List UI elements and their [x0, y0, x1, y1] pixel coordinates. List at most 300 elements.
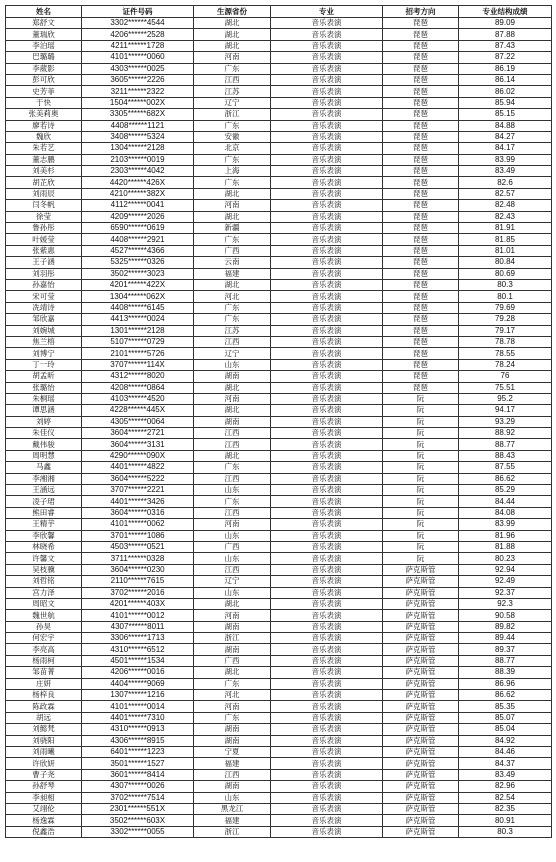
name-cell: 李欣馨 — [6, 530, 82, 541]
score-cell: 86.02 — [459, 86, 552, 97]
name-cell: 凌子珺 — [6, 496, 82, 507]
id-number-cell: 4307******8011 — [82, 621, 194, 632]
table-row — [6, 393, 552, 404]
id-number-cell: 4206******2528 — [82, 29, 194, 40]
score-cell: 89.37 — [459, 644, 552, 655]
province-cell: 河北 — [194, 291, 271, 302]
score-cell: 81.88 — [459, 541, 552, 552]
direction-cell: 阮 — [383, 450, 459, 461]
name-cell: 刘懿梵 — [6, 724, 82, 735]
id-number-cell: 3604******2721 — [82, 428, 194, 439]
id-number-cell: 4408******6145 — [82, 302, 194, 313]
table-row — [6, 541, 552, 552]
direction-cell: 琵琶 — [383, 325, 459, 336]
id-number-cell: 4211******1728 — [82, 40, 194, 51]
major-cell: 音乐表演 — [271, 120, 383, 131]
major-cell: 音乐表演 — [271, 74, 383, 85]
major-cell: 音乐表演 — [271, 188, 383, 199]
province-cell: 湖北 — [194, 211, 271, 222]
direction-cell: 琵琶 — [383, 120, 459, 131]
score-cell: 82.48 — [459, 200, 552, 211]
name-cell: 焦兰榕 — [6, 336, 82, 347]
score-cell: 87.43 — [459, 40, 552, 51]
id-number-cell: 4413******0024 — [82, 314, 194, 325]
direction-cell: 萨克斯管 — [383, 576, 459, 587]
table-row — [6, 450, 552, 461]
id-number-cell: 4401******7310 — [82, 712, 194, 723]
score-cell: 92.94 — [459, 564, 552, 575]
name-cell: 周昭文 — [6, 598, 82, 609]
table-row — [6, 598, 552, 609]
direction-cell: 萨克斯管 — [383, 769, 459, 780]
table-row — [6, 74, 552, 85]
name-cell: 李泊瑶 — [6, 40, 82, 51]
major-cell: 音乐表演 — [271, 371, 383, 382]
province-cell: 上海 — [194, 166, 271, 177]
score-cell: 84.27 — [459, 131, 552, 142]
score-cell: 92.3 — [459, 598, 552, 609]
id-number-cell: 3702******7514 — [82, 792, 194, 803]
table-row — [6, 291, 552, 302]
name-cell: 朱桐瑶 — [6, 393, 82, 404]
major-cell: 音乐表演 — [271, 405, 383, 416]
name-cell: 陈政霖 — [6, 701, 82, 712]
name-cell: 叶媛莹 — [6, 234, 82, 245]
province-cell: 江西 — [194, 428, 271, 439]
direction-cell: 萨克斯管 — [383, 644, 459, 655]
name-cell: 胡孟昕 — [6, 371, 82, 382]
table-row — [6, 701, 552, 712]
score-cell: 82.96 — [459, 781, 552, 792]
direction-cell: 琵琶 — [383, 188, 459, 199]
direction-cell: 萨克斯管 — [383, 792, 459, 803]
id-number-cell: 4306******8915 — [82, 735, 194, 746]
id-number-cell: 4303******0025 — [82, 63, 194, 74]
direction-cell: 琵琶 — [383, 18, 459, 29]
province-cell: 河南 — [194, 519, 271, 530]
id-number-cell: 3306******1713 — [82, 633, 194, 644]
table-row — [6, 63, 552, 74]
major-cell: 音乐表演 — [271, 200, 383, 211]
table-row — [6, 131, 552, 142]
table-row — [6, 564, 552, 575]
direction-cell: 琵琶 — [383, 86, 459, 97]
score-cell: 89.09 — [459, 18, 552, 29]
table-row — [6, 781, 552, 792]
province-cell: 江西 — [194, 74, 271, 85]
table-row — [6, 826, 552, 837]
major-cell: 音乐表演 — [271, 530, 383, 541]
province-cell: 江西 — [194, 439, 271, 450]
header-direction: 招考方向 — [383, 6, 459, 18]
province-cell: 广东 — [194, 712, 271, 723]
score-cell: 89.44 — [459, 633, 552, 644]
direction-cell: 琵琶 — [383, 40, 459, 51]
name-cell: 朱佳仪 — [6, 428, 82, 439]
name-cell: 刘哲铭 — [6, 576, 82, 587]
score-cell: 85.35 — [459, 701, 552, 712]
score-cell: 80.69 — [459, 268, 552, 279]
direction-cell: 萨克斯管 — [383, 826, 459, 837]
table-row — [6, 52, 552, 63]
score-cell: 88.92 — [459, 428, 552, 439]
table-row — [6, 416, 552, 427]
id-number-cell: 1307******1216 — [82, 690, 194, 701]
major-cell: 音乐表演 — [271, 485, 383, 496]
name-cell: 艾翊伦 — [6, 803, 82, 814]
table-row — [6, 792, 552, 803]
major-cell: 音乐表演 — [271, 496, 383, 507]
province-cell: 安徽 — [194, 131, 271, 142]
province-cell: 山东 — [194, 792, 271, 803]
province-cell: 河南 — [194, 52, 271, 63]
major-cell: 音乐表演 — [271, 97, 383, 108]
direction-cell: 琵琶 — [383, 131, 459, 142]
name-cell: 孙昊 — [6, 621, 82, 632]
direction-cell: 阮 — [383, 519, 459, 530]
name-cell: 巴璐璐 — [6, 52, 82, 63]
score-cell: 84.17 — [459, 143, 552, 154]
score-cell: 79.17 — [459, 325, 552, 336]
province-cell: 新疆 — [194, 223, 271, 234]
name-cell: 林晓希 — [6, 541, 82, 552]
table-row — [6, 97, 552, 108]
score-cell: 81.96 — [459, 530, 552, 541]
score-cell: 87.22 — [459, 52, 552, 63]
name-cell: 闫冬帆 — [6, 200, 82, 211]
province-cell: 湖北 — [194, 667, 271, 678]
major-cell: 音乐表演 — [271, 336, 383, 347]
table-row — [6, 29, 552, 40]
id-number-cell: 3702******2016 — [82, 587, 194, 598]
province-cell: 湖北 — [194, 188, 271, 199]
score-cell: 88.77 — [459, 439, 552, 450]
id-number-cell: 3502******3023 — [82, 268, 194, 279]
score-cell: 80.91 — [459, 815, 552, 826]
id-number-cell: 3305******682X — [82, 109, 194, 120]
direction-cell: 琵琶 — [383, 74, 459, 85]
id-number-cell: 4101******0014 — [82, 701, 194, 712]
direction-cell: 琵琶 — [383, 336, 459, 347]
major-cell: 音乐表演 — [271, 564, 383, 575]
major-cell: 音乐表演 — [271, 712, 383, 723]
province-cell: 湖南 — [194, 724, 271, 735]
score-cell: 81.01 — [459, 245, 552, 256]
direction-cell: 阮 — [383, 462, 459, 473]
id-number-cell: 4404******9069 — [82, 678, 194, 689]
table-row — [6, 18, 552, 29]
id-number-cell: 4408******1121 — [82, 120, 194, 131]
province-cell: 湖北 — [194, 279, 271, 290]
major-cell: 音乐表演 — [271, 302, 383, 313]
name-cell: 张美莉奥 — [6, 109, 82, 120]
major-cell: 音乐表演 — [271, 131, 383, 142]
table-row — [6, 188, 552, 199]
major-cell: 音乐表演 — [271, 257, 383, 268]
table-row — [6, 815, 552, 826]
province-cell: 浙江 — [194, 109, 271, 120]
direction-cell: 萨克斯管 — [383, 678, 459, 689]
province-cell: 宁夏 — [194, 747, 271, 758]
score-cell: 83.49 — [459, 769, 552, 780]
header-name: 姓名 — [6, 6, 82, 18]
major-cell: 音乐表演 — [271, 667, 383, 678]
name-cell: 倪鑫浩 — [6, 826, 82, 837]
major-cell: 音乐表演 — [271, 348, 383, 359]
direction-cell: 阮 — [383, 439, 459, 450]
direction-cell: 琵琶 — [383, 223, 459, 234]
direction-cell: 琵琶 — [383, 63, 459, 74]
direction-cell: 琵琶 — [383, 166, 459, 177]
major-cell: 音乐表演 — [271, 507, 383, 518]
table-row — [6, 382, 552, 393]
province-cell: 山东 — [194, 553, 271, 564]
table-row — [6, 758, 552, 769]
name-cell: 杨雨柯 — [6, 655, 82, 666]
direction-cell: 萨克斯管 — [383, 758, 459, 769]
id-number-cell: 5325******0326 — [82, 257, 194, 268]
table-row — [6, 86, 552, 97]
direction-cell: 阮 — [383, 507, 459, 518]
id-number-cell: 4206******0016 — [82, 667, 194, 678]
table-row — [6, 803, 552, 814]
score-cell: 82.6 — [459, 177, 552, 188]
major-cell: 音乐表演 — [271, 781, 383, 792]
score-cell: 85.29 — [459, 485, 552, 496]
major-cell: 音乐表演 — [271, 325, 383, 336]
major-cell: 音乐表演 — [271, 359, 383, 370]
id-number-cell: 4420******426X — [82, 177, 194, 188]
major-cell: 音乐表演 — [271, 541, 383, 552]
header-score: 专业结构成绩 — [459, 6, 552, 18]
name-cell: 刘婉城 — [6, 325, 82, 336]
province-cell: 辽宁 — [194, 348, 271, 359]
name-cell: 李亮高 — [6, 644, 82, 655]
score-cell: 86.96 — [459, 678, 552, 689]
name-cell: 邹欣嘉 — [6, 314, 82, 325]
score-cell: 87.88 — [459, 29, 552, 40]
name-cell: 胡芷欣 — [6, 177, 82, 188]
direction-cell: 琵琶 — [383, 29, 459, 40]
direction-cell: 萨克斯管 — [383, 633, 459, 644]
header-major: 专业 — [271, 6, 383, 18]
direction-cell: 琵琶 — [383, 234, 459, 245]
score-cell: 87.55 — [459, 462, 552, 473]
direction-cell: 琵琶 — [383, 348, 459, 359]
major-cell: 音乐表演 — [271, 166, 383, 177]
score-cell: 86.19 — [459, 63, 552, 74]
score-cell: 80.23 — [459, 553, 552, 564]
major-cell: 音乐表演 — [271, 758, 383, 769]
score-cell: 78.55 — [459, 348, 552, 359]
id-number-cell: 4503******0521 — [82, 541, 194, 552]
score-cell: 75.51 — [459, 382, 552, 393]
direction-cell: 琵琶 — [383, 314, 459, 325]
name-cell: 王子涵 — [6, 257, 82, 268]
province-cell: 广东 — [194, 120, 271, 131]
score-cell: 76 — [459, 371, 552, 382]
province-cell: 河南 — [194, 610, 271, 621]
id-number-cell: 4228******445X — [82, 405, 194, 416]
province-cell: 山东 — [194, 587, 271, 598]
province-cell: 湖南 — [194, 644, 271, 655]
name-cell: 冼靖诗 — [6, 302, 82, 313]
direction-cell: 萨克斯管 — [383, 724, 459, 735]
major-cell: 音乐表演 — [271, 314, 383, 325]
table-row — [6, 667, 552, 678]
direction-cell: 琵琶 — [383, 382, 459, 393]
table-row — [6, 40, 552, 51]
id-number-cell: 4310******0913 — [82, 724, 194, 735]
id-number-cell: 1301******2128 — [82, 325, 194, 336]
table-row — [6, 143, 552, 154]
table-row — [6, 519, 552, 530]
direction-cell: 萨克斯管 — [383, 621, 459, 632]
province-cell: 广东 — [194, 314, 271, 325]
id-number-cell: 1304******062X — [82, 291, 194, 302]
table-row — [6, 234, 552, 245]
table-row — [6, 109, 552, 120]
table-row — [6, 223, 552, 234]
direction-cell: 琵琶 — [383, 97, 459, 108]
id-number-cell: 3707******114X — [82, 359, 194, 370]
id-number-cell: 4401******3426 — [82, 496, 194, 507]
direction-cell: 阮 — [383, 416, 459, 427]
name-cell: 周明慧 — [6, 450, 82, 461]
name-cell: 刘博宁 — [6, 348, 82, 359]
direction-cell: 萨克斯管 — [383, 564, 459, 575]
id-number-cell: 4527******4366 — [82, 245, 194, 256]
major-cell: 音乐表演 — [271, 382, 383, 393]
province-cell: 江西 — [194, 507, 271, 518]
name-cell: 彭可欣 — [6, 74, 82, 85]
major-cell: 音乐表演 — [271, 52, 383, 63]
province-cell: 广东 — [194, 462, 271, 473]
id-number-cell: 3604******0230 — [82, 564, 194, 575]
province-cell: 广东 — [194, 496, 271, 507]
table-row — [6, 633, 552, 644]
id-number-cell: 3604******0316 — [82, 507, 194, 518]
score-cell: 84.37 — [459, 758, 552, 769]
province-cell: 湖北 — [194, 598, 271, 609]
id-number-cell: 3501******1527 — [82, 758, 194, 769]
province-cell: 河南 — [194, 200, 271, 211]
score-cell: 88.43 — [459, 450, 552, 461]
name-cell: 刘雨辰 — [6, 188, 82, 199]
name-cell: 许馨文 — [6, 553, 82, 564]
province-cell: 云南 — [194, 257, 271, 268]
id-number-cell: 1504******002X — [82, 97, 194, 108]
major-cell: 音乐表演 — [271, 234, 383, 245]
major-cell: 音乐表演 — [271, 553, 383, 564]
major-cell: 音乐表演 — [271, 86, 383, 97]
score-cell: 84.44 — [459, 496, 552, 507]
major-cell: 音乐表演 — [271, 690, 383, 701]
table-row — [6, 257, 552, 268]
header-province: 生源省份 — [194, 6, 271, 18]
name-cell: 刘雨曦 — [6, 747, 82, 758]
table-row — [6, 245, 552, 256]
major-cell: 音乐表演 — [271, 40, 383, 51]
major-cell: 音乐表演 — [271, 18, 383, 29]
major-cell: 音乐表演 — [271, 268, 383, 279]
province-cell: 福建 — [194, 268, 271, 279]
direction-cell: 琵琶 — [383, 245, 459, 256]
province-cell: 江西 — [194, 769, 271, 780]
id-number-cell: 4501******1534 — [82, 655, 194, 666]
id-number-cell: 4201******422X — [82, 279, 194, 290]
table-row — [6, 507, 552, 518]
direction-cell: 阮 — [383, 496, 459, 507]
score-cell: 79.28 — [459, 314, 552, 325]
table-header-row — [6, 6, 552, 18]
direction-cell: 琵琶 — [383, 211, 459, 222]
name-cell: 董瑞欣 — [6, 29, 82, 40]
province-cell: 广东 — [194, 234, 271, 245]
province-cell: 黑龙江 — [194, 803, 271, 814]
province-cell: 江西 — [194, 473, 271, 484]
id-number-cell: 2101******5726 — [82, 348, 194, 359]
id-number-cell: 4101******0060 — [82, 52, 194, 63]
direction-cell: 琵琶 — [383, 257, 459, 268]
province-cell: 浙江 — [194, 826, 271, 837]
major-cell: 音乐表演 — [271, 245, 383, 256]
score-cell: 83.49 — [459, 166, 552, 177]
score-cell: 82.57 — [459, 188, 552, 199]
id-number-cell: 4310******6512 — [82, 644, 194, 655]
name-cell: 郑舒文 — [6, 18, 82, 29]
name-cell: 刘羽彤 — [6, 268, 82, 279]
direction-cell: 阮 — [383, 485, 459, 496]
table-row — [6, 428, 552, 439]
id-number-cell: 3604******5222 — [82, 473, 194, 484]
province-cell: 湖南 — [194, 781, 271, 792]
id-number-cell: 3605******2226 — [82, 74, 194, 85]
id-number-cell: 4408******2921 — [82, 234, 194, 245]
province-cell: 广东 — [194, 302, 271, 313]
id-number-cell: 3604******3131 — [82, 439, 194, 450]
table-row — [6, 154, 552, 165]
major-cell: 音乐表演 — [271, 803, 383, 814]
score-cell: 85.04 — [459, 724, 552, 735]
direction-cell: 萨克斯管 — [383, 781, 459, 792]
id-number-cell: 2303******4042 — [82, 166, 194, 177]
score-cell: 81.85 — [459, 234, 552, 245]
score-cell: 89.82 — [459, 621, 552, 632]
province-cell: 江西 — [194, 336, 271, 347]
province-cell: 广西 — [194, 541, 271, 552]
major-cell: 音乐表演 — [271, 815, 383, 826]
score-cell: 84.08 — [459, 507, 552, 518]
direction-cell: 琵琶 — [383, 279, 459, 290]
major-cell: 音乐表演 — [271, 610, 383, 621]
id-number-cell: 4290******090X — [82, 450, 194, 461]
table-row — [6, 211, 552, 222]
score-cell: 85.15 — [459, 109, 552, 120]
direction-cell: 琵琶 — [383, 291, 459, 302]
id-number-cell: 6590******0619 — [82, 223, 194, 234]
province-cell: 湖南 — [194, 416, 271, 427]
table-row — [6, 712, 552, 723]
name-cell: 孙舒琴 — [6, 781, 82, 792]
id-number-cell: 3711******0328 — [82, 553, 194, 564]
table-row — [6, 314, 552, 325]
table-row — [6, 177, 552, 188]
table-row — [6, 747, 552, 758]
province-cell: 广西 — [194, 245, 271, 256]
major-cell: 音乐表演 — [271, 462, 383, 473]
major-cell: 音乐表演 — [271, 724, 383, 735]
